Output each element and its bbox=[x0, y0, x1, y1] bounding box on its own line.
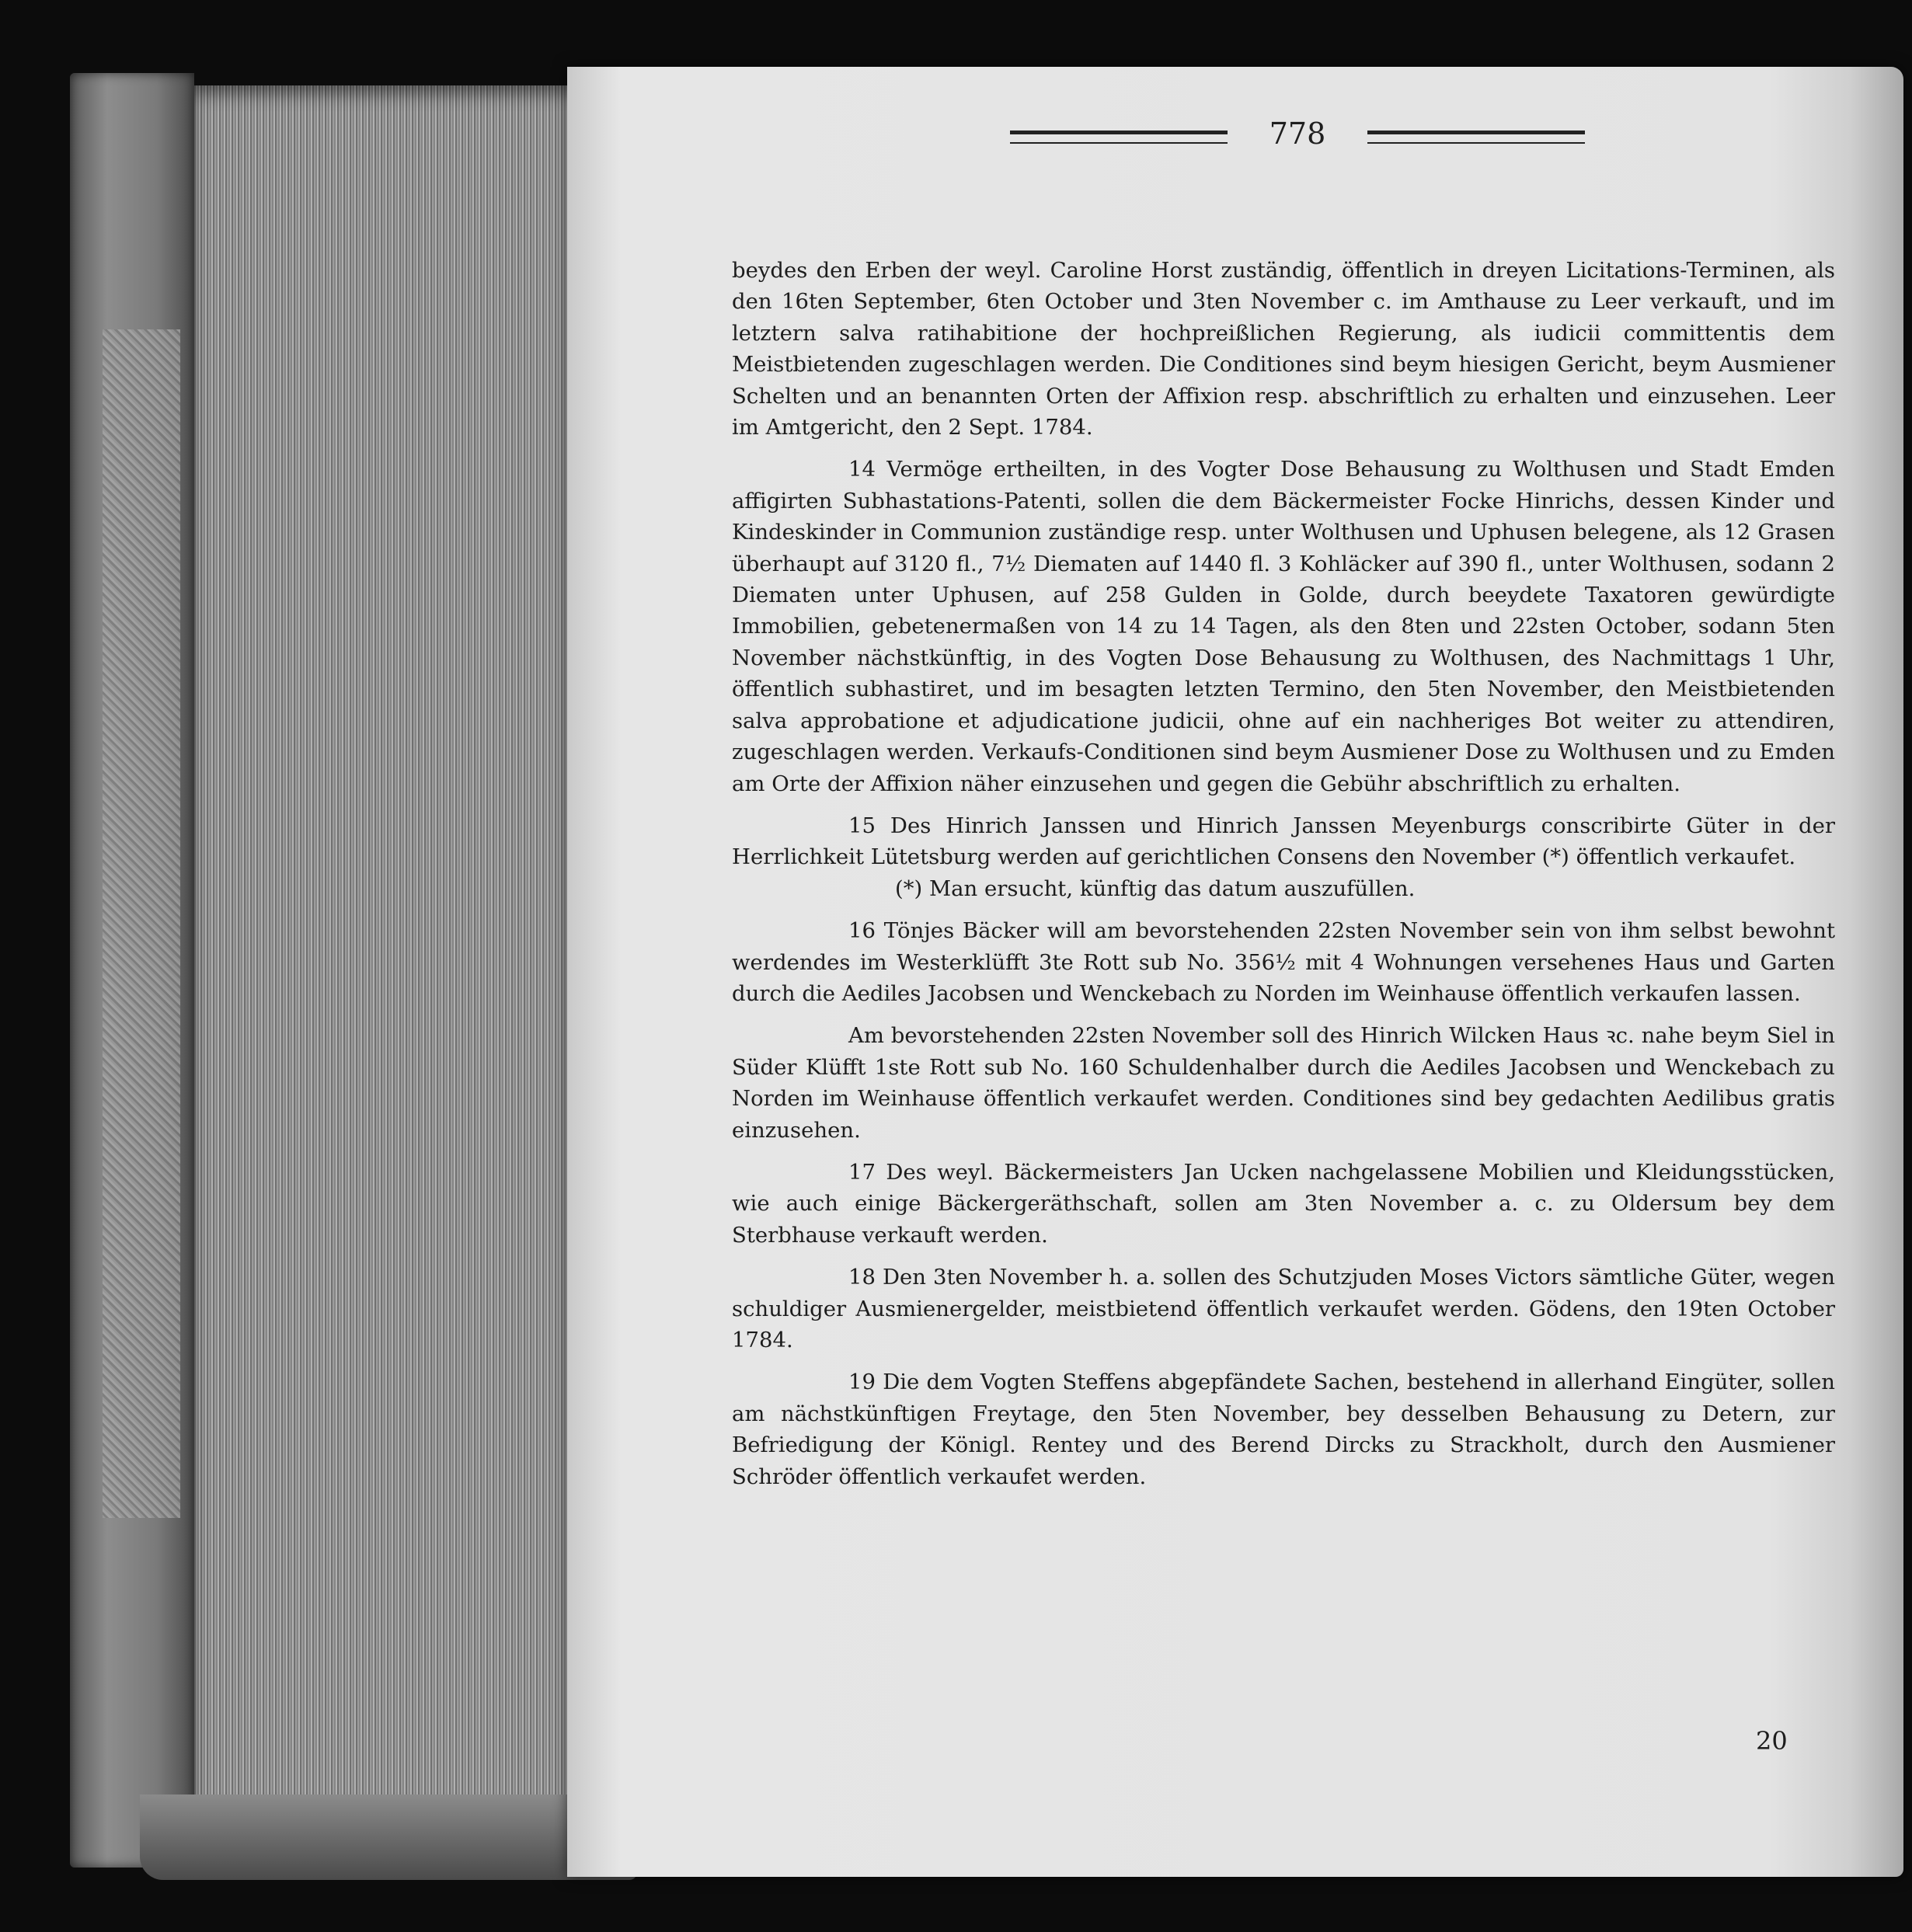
paragraph-15: 15 Des Hinrich Janssen und Hinrich Janssen Meyenburgs conscribirte Güter in der Herrlichkeit Lütetsburg werden auf gerichtlichen Consens den November (*) öffentlich verkaufet. bbox=[732, 813, 1835, 870]
book-bottom-edge bbox=[140, 1794, 637, 1880]
paragraph-16: 16 Tönjes Bäcker will am bevorstehenden 22sten November sein von ihm selbst bewohnt werdendes im Westerklüfft 3te Rott sub No. 356½ mit 4 Wohnungen versehenes Haus und Garten durch die Aediles Jacobsen und Wenckebach zu Norden im Weinhause öffentlich verkaufen lassen. bbox=[732, 918, 1835, 1006]
book-cover bbox=[70, 73, 194, 1868]
cover-label bbox=[103, 329, 180, 1518]
page-number: 778 bbox=[1269, 117, 1326, 151]
paragraph-19: 19 Die dem Vogten Steffens abgepfändete Sachen, bestehend in allerhand Eingüter, sollen am nächstkünftigen Freytage, den 5ten November, bey desselben Behausung zu Detern, zur Befriedigung der Königl. Rentey und des Berend Dircks zu Strackholt, durch den Ausmiener Schröder öffentlich verkaufet werden. bbox=[732, 1370, 1835, 1489]
footnote: (*) Man ersucht, künftig das datum auszufüllen. bbox=[895, 875, 1416, 901]
header-rule-right bbox=[1367, 131, 1585, 144]
page-header bbox=[1010, 117, 1585, 163]
catchword: 20 bbox=[1756, 1726, 1788, 1756]
paragraph-17: 17 Des weyl. Bäckermeisters Jan Ucken nachgelassene Mobilien und Kleidungsstücken, wie auch einige Bäckergeräthschaft, sollen am 3ten November a. c. zu Oldersum bey dem Sterbhause verkauft werden. bbox=[732, 1159, 1835, 1248]
paragraph-16-second: Am bevorstehenden 22sten November soll des Hinrich Wilcken Haus ꝛc. nahe beym Siel in Süder Klüfft 1ste Rott sub No. 160 Schuldenhalber durch die Aediles Jacobsen und Wenckebach zu Norden im Weinhause öffentlich verkaufet werden. Conditiones sind bey gedachten Aedilibus gratis einzusehen. bbox=[732, 1023, 1835, 1143]
page-text bbox=[732, 255, 1835, 1492]
page-edges bbox=[194, 85, 629, 1818]
paragraph-13-continued: beydes den Erben der weyl. Caroline Horst zuständig, öffentlich in dreyen Licitations-Terminen, als den 16ten September, 6ten October und 3ten November c. im Amthause zu Leer verkauft, und im letztern salva ratihabitione der hochpreißlichen Regierung, als iudicii committentis dem Meistbietenden zugeschlagen werden. Die Conditiones sind beym hiesigen Gericht, beym Ausmiener Schelten und an benannten Orten der Affixion resp. abschriftlich zu erhalten und einzusehen. Leer im Amtgericht, den 2 Sept. 1784. bbox=[732, 258, 1835, 440]
paragraph-18: 18 Den 3ten November h. a. sollen des Schutzjuden Moses Victors sämtliche Güter, wegen schuldiger Ausmienergelder, meistbietend öffentlich verkaufet werden. Gödens, den 19ten October 1784. bbox=[732, 1265, 1835, 1352]
header-rule-left bbox=[1010, 131, 1228, 144]
paragraph-14: 14 Vermöge ertheilten, in des Vogter Dose Behausung zu Wolthusen und Stadt Emden affigirten Subhastations-Patenti, sollen die dem Bäckermeister Focke Hinrichs, dessen Kinder und Kindeskinder in Communion zuständige resp. unter Wolthusen und Uphusen belegene, als 12 Grasen überhaupt auf 3120 fl., 7½ Diematen auf 1440 fl. 3 Kohläcker auf 390 fl., unter Wolthusen, sodann 2 Diematen unter Uphusen, auf 258 Gulden in Golde, durch beeydete Taxatoren gewürdigte Immobilien, gebetenermaßen von 14 zu 14 Tagen, als den 8ten und 22sten October, sodann 5ten November nächstkünftig, in des Vogten Dose Behausung zu Wolthusen, des Nachmittags 1 Uhr, öffentlich subhastiret, und im besagten letzten Termino, den 5ten November, den Meistbietenden salva approbatione et adjudicatione judicii, ohne auf ein nachheriges Bot weiter zu attendiren, zugeschlagen werden. Verkaufs-Conditionen sind beym Ausmiener Dose zu Wolthusen und zu Emden am Orte der Affixion näher einzusehen und gegen die Gebühr abschriftlich zu erhalten. bbox=[732, 457, 1835, 796]
